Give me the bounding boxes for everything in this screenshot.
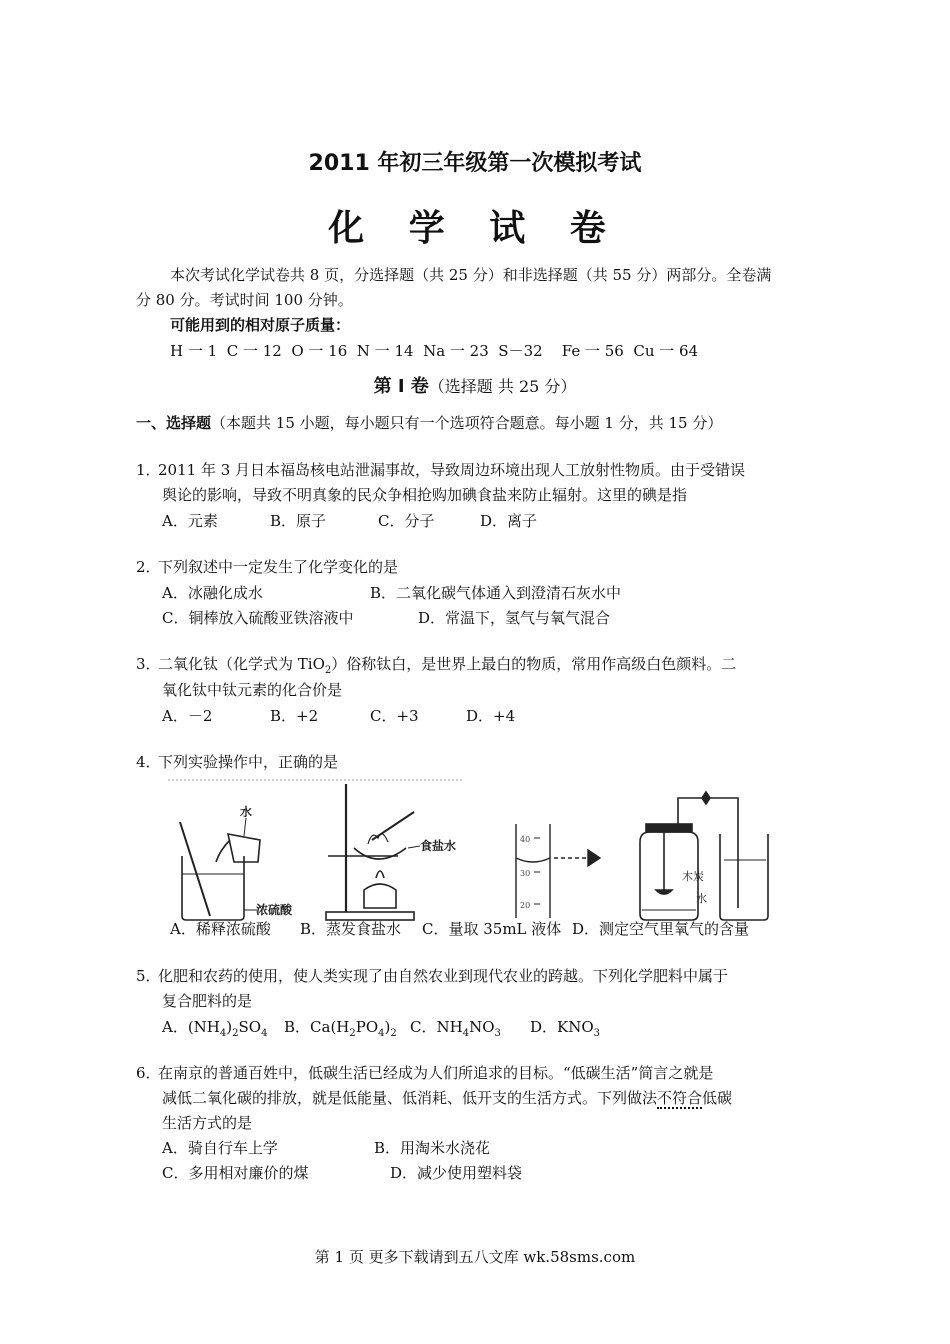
q4-option-a[interactable]: A．稀释浓硫酸 xyxy=(170,920,271,938)
q5-option-a[interactable]: A．$(NH_4)_2SO_4$ xyxy=(162,1018,268,1039)
q2-option-b[interactable]: B．二氧化碳气体通入到澄清石灰水中 xyxy=(370,584,622,602)
question-text: 减低二氧化碳的排放，就是低能量、低消耗、低开支的生活方式。下列做法 xyxy=(162,1089,658,1107)
water-beaker xyxy=(720,834,768,920)
section-title-rest: （选择题 共 25 分） xyxy=(428,377,577,396)
tick-label: 20 xyxy=(520,901,531,910)
section-title-bold: 第 Ⅰ 卷 xyxy=(373,376,429,397)
question-number: 3． xyxy=(136,655,161,673)
exam-title: 化 学 试 卷 xyxy=(328,208,622,249)
experiment-figure xyxy=(168,778,780,936)
intro-line-2: 分 80 分。考试时间 100 分钟。 xyxy=(136,291,353,309)
question-2 xyxy=(136,554,398,580)
q5-option-c[interactable]: C．$NH_4NO_3$ xyxy=(410,1018,501,1039)
q3-option-c[interactable]: C．+3 xyxy=(370,707,419,725)
question-text-cont: 低碳 xyxy=(702,1089,733,1107)
stopper xyxy=(646,824,692,832)
dilute-acid-apparatus xyxy=(180,818,260,920)
q4-option-c[interactable]: C．量取 35mL 液体 xyxy=(422,920,562,938)
label-water-2: 水 xyxy=(696,892,707,905)
section-title xyxy=(0,372,950,398)
q1-option-c[interactable]: C．分子 xyxy=(378,512,435,530)
question-3-line-2: 氧化钛中钛元素的化合价是 xyxy=(162,681,343,699)
q6-option-d[interactable]: D．减少使用塑料袋 xyxy=(390,1164,523,1182)
page-footer: 第 1 页 更多下载请到五八文库 wk.58sms.com xyxy=(314,1248,636,1266)
part-label: 一、选择题 xyxy=(136,414,212,432)
label-charcoal: 木炭 xyxy=(682,870,704,883)
question-4 xyxy=(136,749,338,775)
q1-option-a[interactable]: A．元素 xyxy=(162,512,218,530)
question-text: 2011 年 3 月日本福岛核电站泄漏事故，导致周边环境出现人工放射性物质。由于受错误 xyxy=(158,461,746,479)
intro-line-1: 本次考试化学试卷共 8 页，分选择题（共 25 分）和非选择题（共 55 分）两部分。全卷满 xyxy=(170,266,772,284)
clamp-icon xyxy=(702,792,710,804)
meniscus xyxy=(516,858,550,862)
q3-option-b[interactable]: B．+2 xyxy=(270,707,319,725)
spoon-cup xyxy=(656,890,672,894)
question-number: 2． xyxy=(136,558,161,576)
q6-option-b[interactable]: B．用淘米水浇花 xyxy=(374,1139,491,1157)
q1-option-b[interactable]: B．原子 xyxy=(270,512,327,530)
q2-option-d[interactable]: D．常温下，氢气与氧气混合 xyxy=(418,609,611,627)
question-1 xyxy=(136,457,745,483)
part-description: （本题共 15 小题，每小题只有一个选项符合题意。每小题 1 分，共 15 分） xyxy=(211,414,723,432)
question-6-line-2 xyxy=(162,1085,732,1111)
part-heading xyxy=(136,410,722,436)
question-text: 二氧化钛（化学式为 TiO xyxy=(158,655,325,673)
question-text: 化肥和农药的使用，使人类实现了由自然农业到现代农业的跨越。下列化学肥料中属于 xyxy=(158,967,729,985)
q6-option-c[interactable]: C．多用相对廉价的煤 xyxy=(162,1164,309,1182)
question-5-line-2: 复合肥料的是 xyxy=(162,992,253,1010)
question-number: 5． xyxy=(136,967,161,985)
label-line xyxy=(408,846,420,848)
pour-stream xyxy=(216,840,230,862)
exam-subtitle: 2011 年初三年级第一次模拟考试 xyxy=(308,151,642,176)
question-1-line-2: 舆论的影响，导致不明真象的民众争相抢购加碘食盐来防止辐射。这里的碘是指 xyxy=(162,486,688,504)
question-text-cont: ）俗称钛白，是世界上最白的物质，常用作高级白色颜料。二 xyxy=(331,655,737,673)
label-water: 水 xyxy=(240,805,253,819)
evaporating-dish xyxy=(354,848,406,859)
stirring-rod xyxy=(372,812,414,840)
q2-option-c[interactable]: C．铜棒放入硫酸亚铁溶液中 xyxy=(162,609,354,627)
beaker xyxy=(182,856,244,920)
eye-icon xyxy=(588,850,600,866)
q5-option-b[interactable]: B．$Ca(H_2PO_4)_2$ xyxy=(284,1018,397,1039)
q6-option-a[interactable]: A．骑自行车上学 xyxy=(162,1139,278,1157)
question-6 xyxy=(136,1060,713,1086)
q3-option-d[interactable]: D．+4 xyxy=(466,707,516,725)
evaporation-apparatus xyxy=(326,784,420,920)
atomic-mass-label: 可能用到的相对原子质量： xyxy=(170,316,351,334)
q5-option-d[interactable]: D．$KNO_3$ xyxy=(530,1018,601,1039)
alcohol-lamp xyxy=(364,884,396,908)
tick-label: 30 xyxy=(520,869,531,878)
label-line xyxy=(244,818,246,836)
connecting-tube xyxy=(678,798,738,908)
q4-option-d[interactable]: D．测定空气里氧气的含量 xyxy=(572,920,750,938)
q4-option-b[interactable]: B．蒸发食盐水 xyxy=(300,920,402,938)
question-text: 下列实验操作中，正确的是 xyxy=(158,753,339,771)
label-conc-acid: 浓硫酸 xyxy=(256,903,293,917)
question-number: 1． xyxy=(136,461,161,479)
question-5 xyxy=(136,963,728,989)
emphasis-not-comply: 不符合 xyxy=(657,1089,703,1107)
tick-label: 40 xyxy=(520,835,531,844)
q3-option-a[interactable]: A．－2 xyxy=(162,707,213,725)
glass-rod xyxy=(180,822,210,916)
question-6-line-3: 生活方式的是 xyxy=(162,1114,253,1132)
q2-option-a[interactable]: A．冰融化成水 xyxy=(162,584,263,602)
q1-option-d[interactable]: D．离子 xyxy=(480,512,538,530)
question-text: 下列叙述中一定发生了化学变化的是 xyxy=(158,558,399,576)
flame xyxy=(376,871,384,878)
question-text: 在南京的普通百姓中，低碳生活已经成为人们所追求的目标。“低碳生活”简言之就是 xyxy=(158,1064,714,1082)
label-salt-water: 食盐水 xyxy=(420,839,457,853)
subscript: 2 xyxy=(324,665,332,676)
question-number: 4． xyxy=(136,753,161,771)
atomic-mass-values: H 一 1 C 一 12 O 一 16 N 一 14 Na 一 23 S－32 Fe 一 56 Cu 一 64 xyxy=(170,342,699,360)
question-number: 6． xyxy=(136,1064,161,1082)
